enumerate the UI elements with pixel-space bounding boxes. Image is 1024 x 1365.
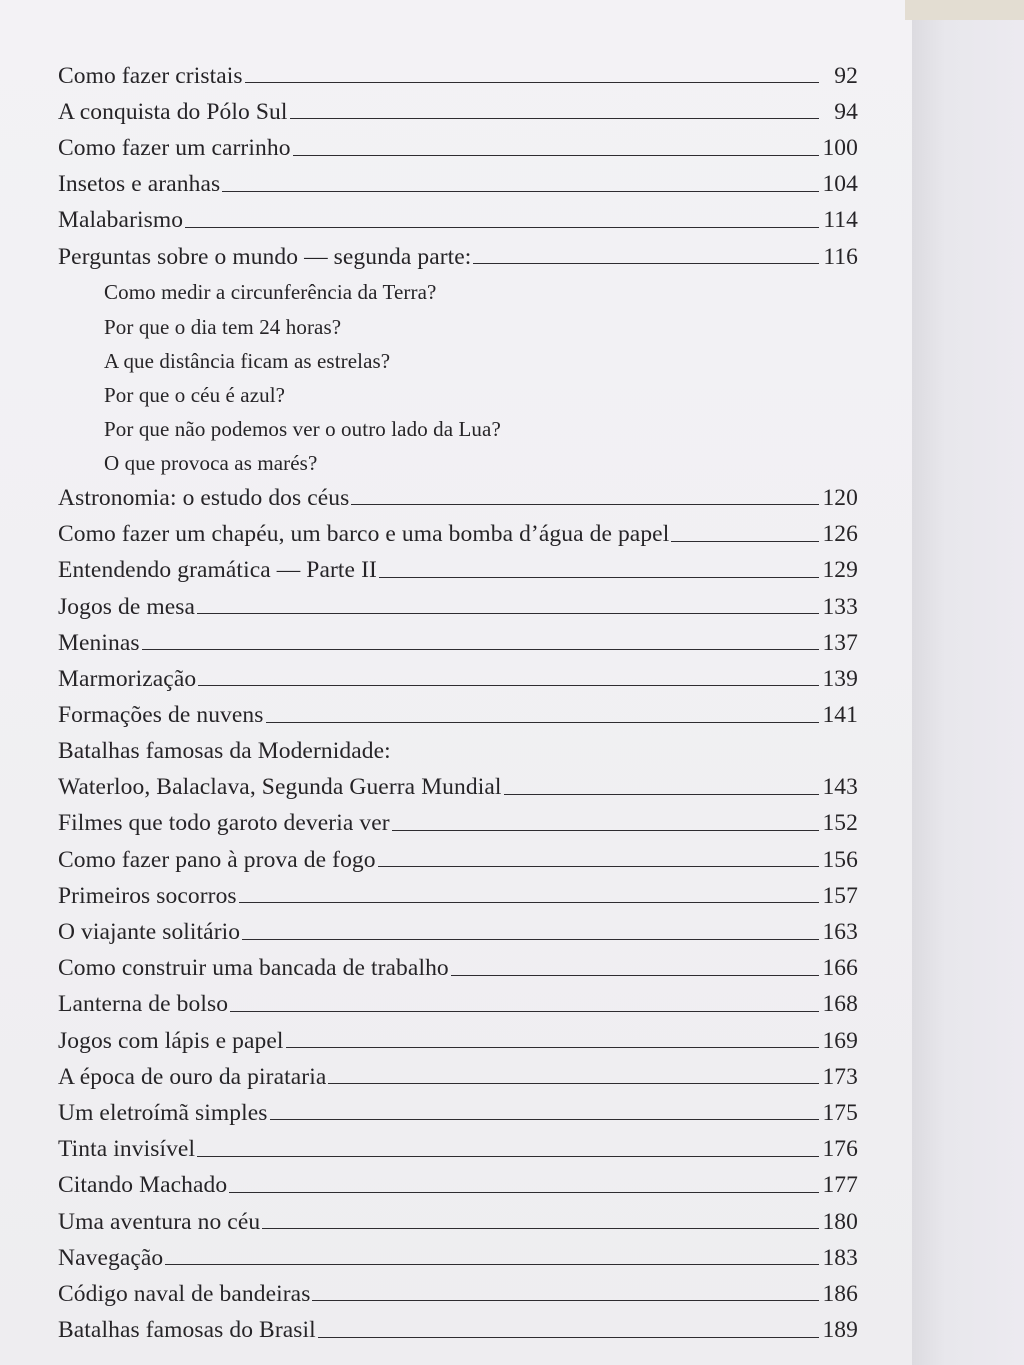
- toc-entry: [58, 691, 858, 727]
- toc-entry: [58, 1125, 858, 1161]
- toc-leader-line: [197, 1156, 819, 1157]
- toc-entry: [58, 124, 858, 160]
- toc-entry: [58, 1053, 858, 1089]
- toc-subentry-title: A que distância ficam as estrelas?: [104, 348, 391, 373]
- toc-entry-title: Como construir uma bancada de trabalho: [58, 955, 449, 982]
- toc-entry-title: Como fazer cristais: [58, 62, 243, 89]
- toc-entry: [58, 233, 858, 269]
- toc-entry-page: 104: [822, 171, 858, 198]
- toc-entry: [58, 1017, 858, 1053]
- toc-entry-page: 173: [822, 1063, 858, 1090]
- toc-entry-page: 183: [822, 1244, 858, 1271]
- toc-entry-page: 129: [822, 557, 858, 584]
- toc-leader-line: [245, 82, 819, 83]
- page-corner: [905, 0, 1024, 20]
- toc-entry: [58, 197, 858, 233]
- toc-entry-page: 114: [823, 207, 858, 234]
- toc-leader-line: [266, 722, 819, 723]
- toc-entry-page: 139: [822, 665, 858, 692]
- toc-entry-page: 176: [822, 1136, 858, 1163]
- toc-entry: [58, 474, 858, 510]
- toc-entry-page: 186: [822, 1280, 858, 1307]
- toc-entry: [58, 1270, 858, 1306]
- toc-subentry: [58, 303, 858, 337]
- toc-subentry: [58, 269, 858, 303]
- toc-subentry: [58, 406, 858, 440]
- toc-entry-page: 163: [822, 919, 858, 945]
- toc-entry: [58, 547, 858, 583]
- toc-leader-line: [286, 1047, 819, 1048]
- toc-entry-title: Malabarismo: [58, 207, 184, 234]
- toc-subentry: [58, 372, 858, 406]
- toc-entry-title: Tinta invisível: [58, 1136, 196, 1163]
- toc-leader-line: [165, 1264, 819, 1265]
- toc-entry-page: 100: [822, 135, 858, 162]
- toc-entry-title: Marmorização: [58, 665, 197, 692]
- toc-leader-line: [312, 1300, 819, 1301]
- toc-entry: [58, 619, 858, 655]
- toc-entry-title: O viajante solitário: [58, 919, 241, 945]
- toc-entry: [58, 1234, 858, 1270]
- toc-entry-page: 141: [822, 702, 858, 729]
- toc-leader-line: [142, 649, 819, 650]
- toc-entry: [58, 800, 858, 836]
- toc-entry: [58, 1162, 858, 1198]
- toc-leader-line: [378, 866, 819, 867]
- toc-entry-title: A época de ouro da pirataria: [58, 1063, 327, 1090]
- toc-subentry-title: Como medir a circunferência da Terra?: [104, 280, 437, 305]
- toc-leader-line: [239, 902, 819, 903]
- toc-entry-title: Waterloo, Balaclava, Segunda Guerra Mundial: [58, 774, 502, 801]
- toc-leader-line: [262, 1228, 819, 1229]
- toc-entry-title: Uma aventura no céu: [58, 1208, 261, 1235]
- toc-entry-title: Como fazer um carrinho: [58, 135, 291, 162]
- toc-entry-title: Jogos com lápis e papel: [58, 1027, 284, 1054]
- toc-entry-page: 180: [822, 1208, 858, 1235]
- toc-entry-page: 152: [822, 810, 858, 837]
- toc-entry: [58, 1306, 858, 1342]
- toc-entry-title: Filmes que todo garoto deveria ver: [58, 810, 390, 837]
- toc-subentry: [58, 440, 858, 474]
- toc-leader-line: [242, 939, 819, 940]
- toc-entry-page: 133: [822, 593, 858, 620]
- toc-entry: [58, 1198, 858, 1234]
- toc-entry-title: Astronomia: o estudo dos céus: [58, 484, 350, 511]
- toc-entry-title: Meninas: [58, 629, 140, 656]
- toc-entry-page: 189: [822, 1317, 858, 1344]
- toc-leader-line: [473, 263, 819, 264]
- toc-entry-page: 137: [822, 629, 858, 656]
- page-edge: [912, 0, 1024, 1365]
- toc-entry-title: Insetos e aranhas: [58, 171, 221, 198]
- toc-entry-page: 157: [822, 882, 858, 909]
- toc-entry-title: Lanterna de bolso: [58, 991, 229, 1018]
- toc-entry-page: 94: [834, 98, 858, 125]
- toc-leader-line: [392, 830, 819, 831]
- toc-entry-title: A conquista do Pólo Sul: [58, 98, 288, 125]
- toc-leader-line: [198, 685, 819, 686]
- toc-leader-line: [318, 1337, 819, 1338]
- toc-entry-title: Código naval de bandeiras: [58, 1280, 311, 1307]
- toc-entry: [58, 583, 858, 619]
- toc-entry-page: 126: [822, 521, 858, 548]
- toc-entry-title: Citando Machado: [58, 1172, 228, 1199]
- toc-entry: [58, 161, 858, 197]
- toc-entry-page: 169: [822, 1027, 858, 1054]
- toc-entry-page: 177: [822, 1172, 858, 1199]
- toc-entry-title: Entendendo gramática — Parte II: [58, 557, 377, 584]
- toc-entry: [58, 764, 858, 800]
- toc-entry: [58, 655, 858, 691]
- toc-entry-page: 168: [822, 991, 858, 1018]
- toc-entry-page: 143: [822, 774, 858, 801]
- toc-entry: [58, 945, 858, 981]
- toc-leader-line: [671, 541, 819, 542]
- toc-entry-title: Jogos de mesa: [58, 593, 196, 620]
- toc-entry: [58, 52, 858, 88]
- toc-subentry-title: Por que o céu é azul?: [104, 382, 286, 407]
- toc-leader-line: [379, 577, 819, 578]
- toc-leader-line: [197, 613, 819, 614]
- toc-entry-title: Batalhas famosas do Brasil: [58, 1317, 316, 1344]
- toc-leader-line: [229, 1192, 819, 1193]
- toc-entry: [58, 510, 858, 546]
- toc-entry-title: Primeiros socorros: [58, 882, 237, 909]
- toc-entry: [58, 908, 858, 944]
- toc-subentry: [58, 338, 858, 372]
- toc-leader-line: [230, 1011, 819, 1012]
- toc-entry: [58, 836, 858, 872]
- table-of-contents: [58, 52, 858, 1343]
- toc-entry-page: 120: [822, 484, 858, 511]
- toc-entry-page: 175: [822, 1099, 858, 1126]
- toc-subentry-title: Por que o dia tem 24 horas?: [104, 314, 342, 339]
- toc-entry: [58, 981, 858, 1017]
- toc-leader-line: [293, 155, 819, 156]
- toc-entry-page: 166: [822, 955, 858, 982]
- toc-leader-line: [290, 118, 820, 119]
- toc-leader-line: [222, 191, 819, 192]
- toc-entry: [58, 1089, 858, 1125]
- toc-leader-line: [185, 227, 819, 228]
- toc-leader-line: [328, 1083, 819, 1084]
- toc-entry-page: 92: [834, 62, 858, 89]
- toc-entry-title: Perguntas sobre o mundo — segunda parte:: [58, 243, 472, 270]
- toc-heading: [58, 728, 858, 764]
- toc-entry-title: Formações de nuvens: [58, 702, 264, 729]
- toc-subentry-title: O que provoca as marés?: [104, 451, 318, 476]
- toc-heading-title: Batalhas famosas da Modernidade:: [58, 738, 391, 765]
- toc-entry: [58, 872, 858, 908]
- toc-leader-line: [451, 975, 819, 976]
- toc-entry-title: Como fazer um chapéu, um barco e uma bomba d’água de papel: [58, 521, 670, 548]
- toc-entry-title: Um eletroímã simples: [58, 1099, 268, 1126]
- toc-entry: [58, 88, 858, 124]
- toc-entry-title: Como fazer pano à prova de fogo: [58, 846, 376, 873]
- toc-leader-line: [504, 794, 819, 795]
- toc-leader-line: [270, 1119, 819, 1120]
- toc-entry-page: 156: [822, 846, 858, 873]
- toc-subentry-title: Por que não podemos ver o outro lado da Lua?: [104, 417, 501, 442]
- toc-entry-page: 116: [823, 243, 858, 270]
- toc-leader-line: [351, 504, 819, 505]
- toc-entry-title: Navegação: [58, 1244, 164, 1271]
